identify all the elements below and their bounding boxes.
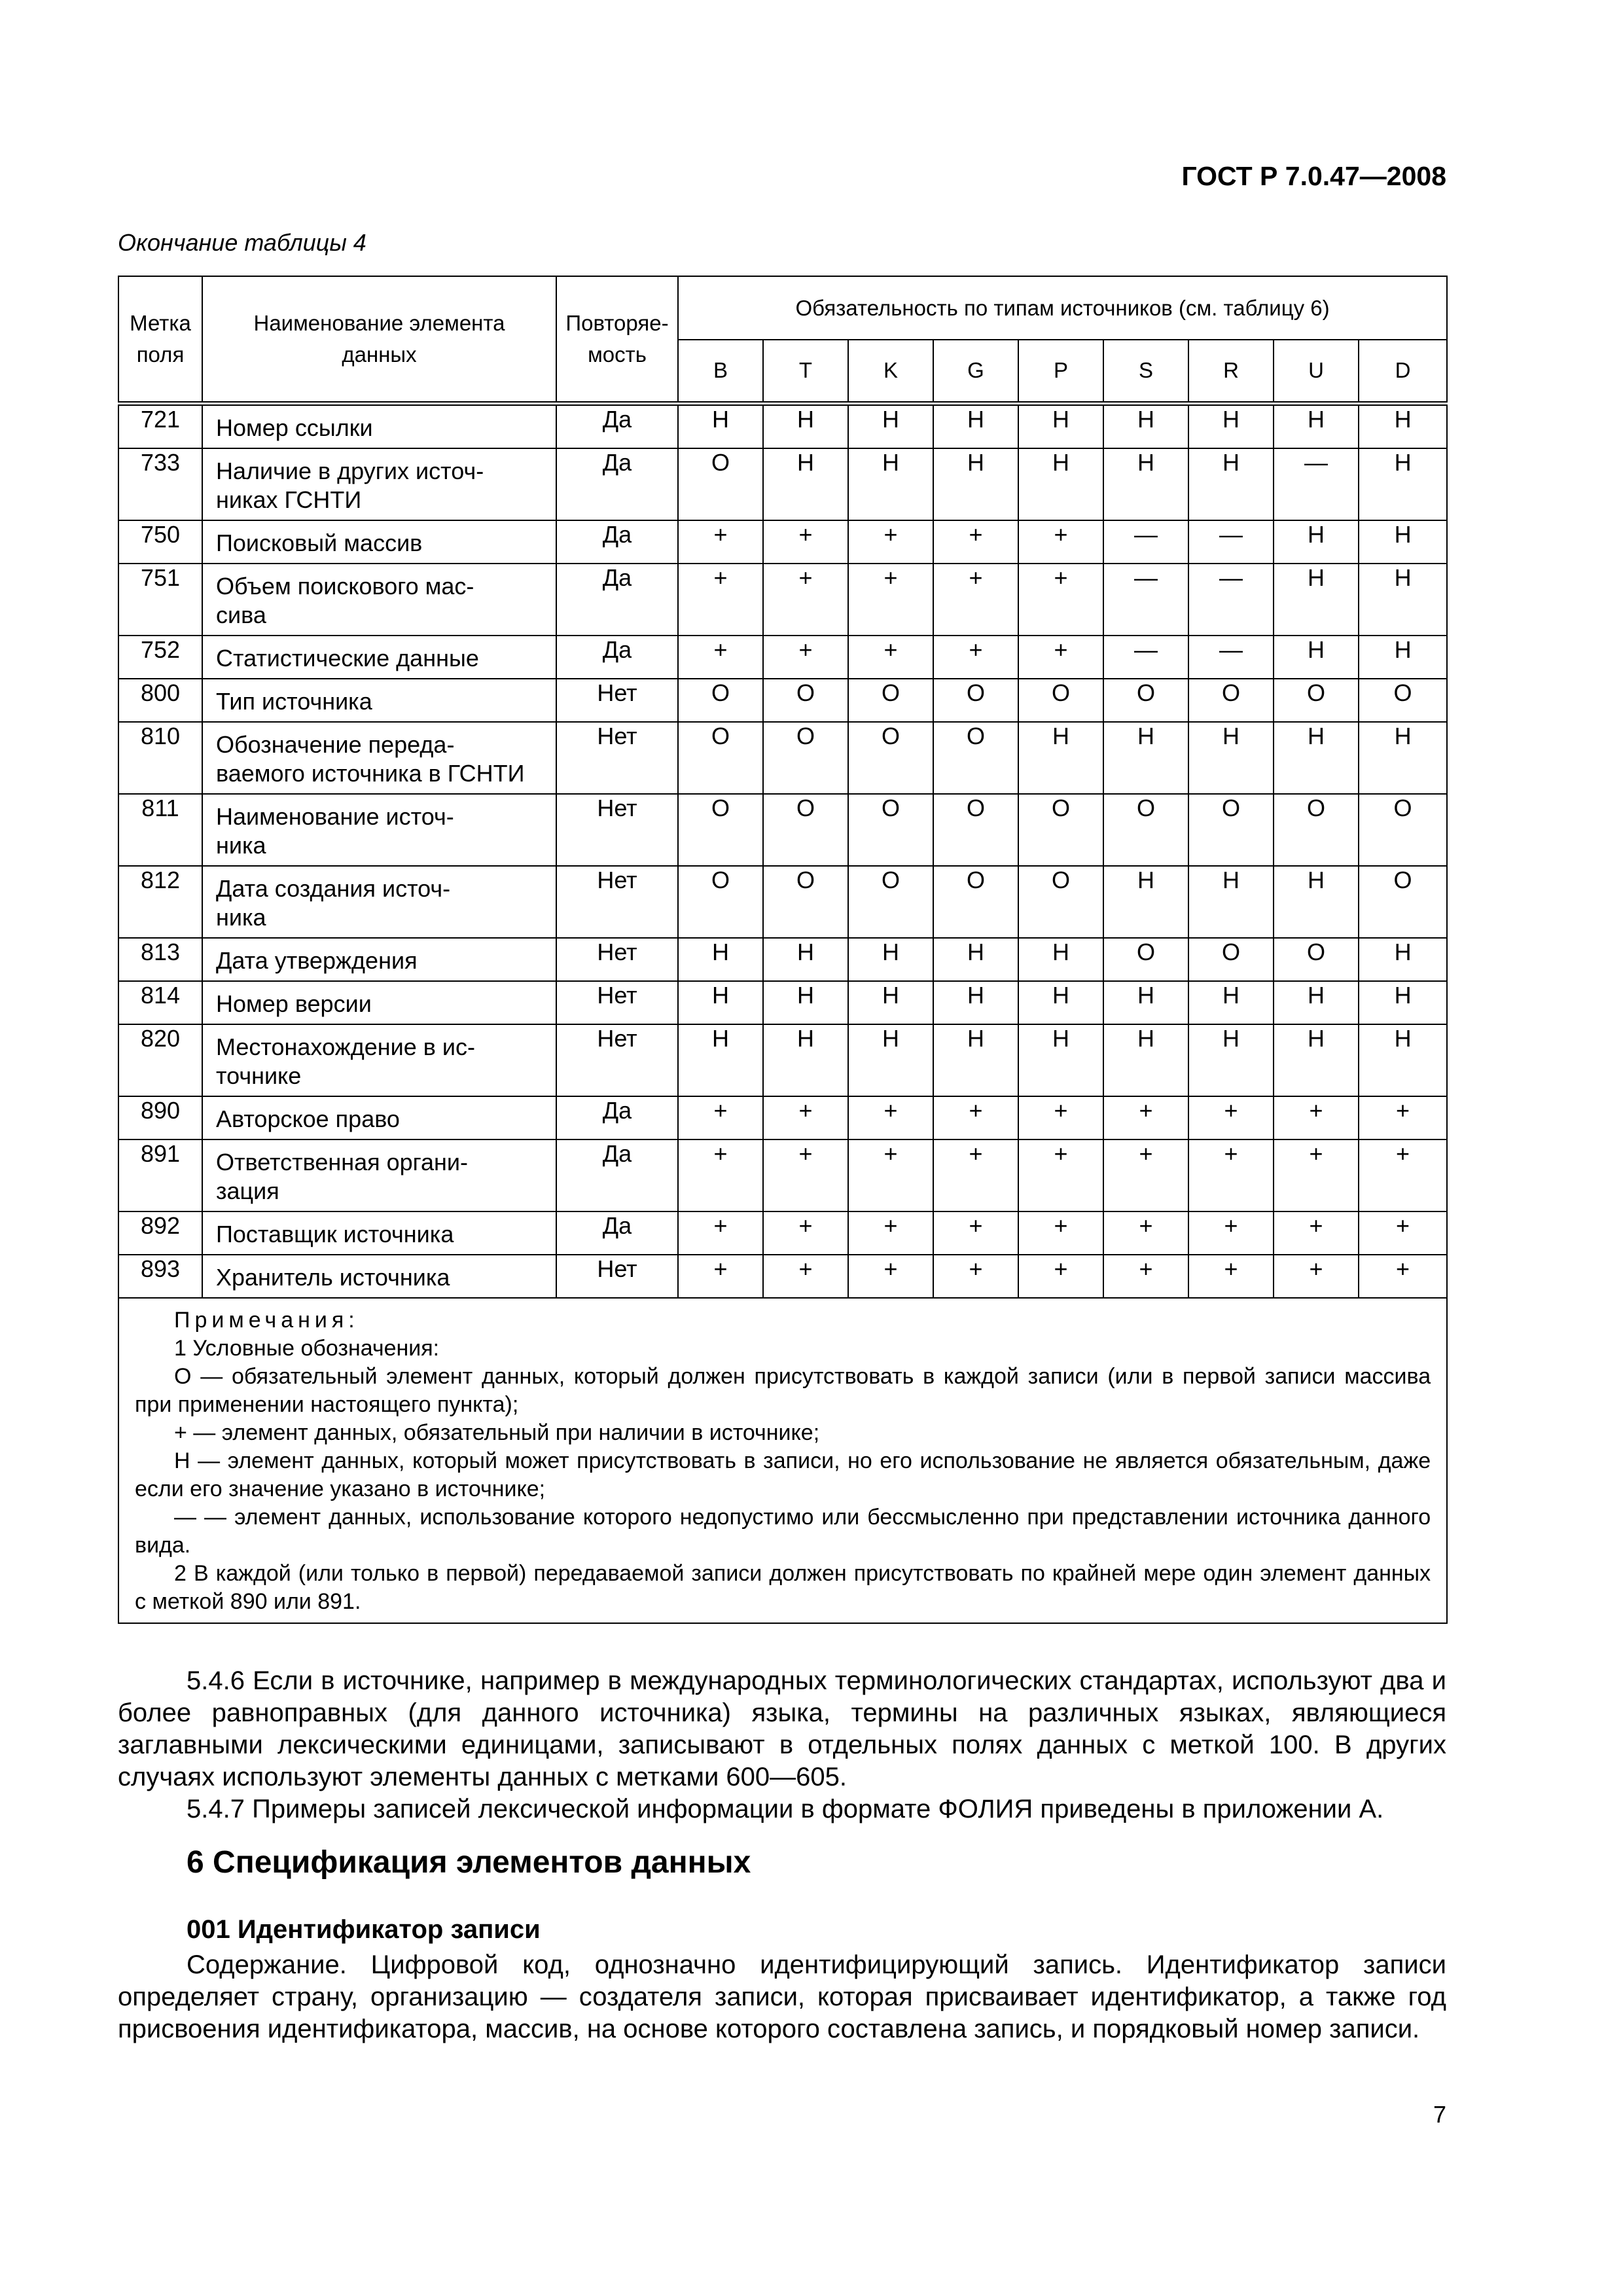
field-tag: 812 bbox=[118, 866, 202, 938]
notes-title: Примечания: bbox=[174, 1307, 359, 1333]
obligation-k: Н bbox=[848, 981, 933, 1024]
obligation-k: Н bbox=[848, 938, 933, 981]
element-name: Наличие в других источ- никах ГСНТИ bbox=[202, 448, 556, 520]
obligation-t: Н bbox=[763, 403, 848, 448]
table-row bbox=[118, 794, 1447, 866]
element-name: Поисковый массив bbox=[202, 520, 556, 564]
obligation-s: — bbox=[1103, 520, 1188, 564]
field-tag: 893 bbox=[118, 1255, 202, 1298]
obligation-u: О bbox=[1274, 938, 1359, 981]
obligation-t: + bbox=[763, 1139, 848, 1211]
field-tag: 750 bbox=[118, 520, 202, 564]
obligation-d: + bbox=[1359, 1211, 1447, 1255]
obligation-b: + bbox=[678, 1096, 763, 1139]
obligation-g: + bbox=[933, 1139, 1018, 1211]
obligation-b: О bbox=[678, 794, 763, 866]
field-tag: 811 bbox=[118, 794, 202, 866]
field-tag: 721 bbox=[118, 403, 202, 448]
obligation-g: Н bbox=[933, 448, 1018, 520]
header-type-r: R bbox=[1188, 340, 1274, 403]
repeatability: Да bbox=[556, 520, 678, 564]
table-row bbox=[118, 938, 1447, 981]
field-tag: 814 bbox=[118, 981, 202, 1024]
repeatability: Да bbox=[556, 636, 678, 679]
header-type-d: D bbox=[1359, 340, 1447, 403]
obligation-d: Н bbox=[1359, 938, 1447, 981]
paragraph-5-4-6: 5.4.6 Если в источнике, например в международных терминологических стандартах, используют два и более равноправных (для данного источника) языка, термины на различных языках, являющиеся заглавными лексическими единицами, записывают в отдельных полях данных с меткой 100. В других случаях используют элементы данных с метками 600—605. bbox=[118, 1666, 1446, 1791]
repeatability: Нет bbox=[556, 938, 678, 981]
table-row bbox=[118, 1096, 1447, 1139]
header-type-s: S bbox=[1103, 340, 1188, 403]
obligation-d: Н bbox=[1359, 448, 1447, 520]
section-6-heading: 6 Спецификация элементов данных bbox=[187, 1845, 751, 1880]
obligation-u: — bbox=[1274, 448, 1359, 520]
obligation-s: Н bbox=[1103, 403, 1188, 448]
obligation-b: Н bbox=[678, 981, 763, 1024]
paragraph-5-4-7: 5.4.7 Примеры записей лексической информации в формате ФОЛИЯ приведены в приложении А. bbox=[187, 1795, 1384, 1823]
header-tag: Метка поля bbox=[118, 276, 202, 403]
obligation-d: Н bbox=[1359, 1024, 1447, 1096]
table-row bbox=[118, 448, 1447, 520]
element-name: Хранитель источника bbox=[202, 1255, 556, 1298]
obligation-t: + bbox=[763, 564, 848, 636]
repeatability: Нет bbox=[556, 794, 678, 866]
obligation-r: Н bbox=[1188, 722, 1274, 794]
obligation-u: О bbox=[1274, 679, 1359, 722]
table-row bbox=[118, 1139, 1447, 1211]
element-name: Поставщик источника bbox=[202, 1211, 556, 1255]
obligation-p: + bbox=[1018, 636, 1103, 679]
obligation-r: + bbox=[1188, 1255, 1274, 1298]
obligation-r: + bbox=[1188, 1139, 1274, 1211]
obligation-u: Н bbox=[1274, 1024, 1359, 1096]
obligation-t: О bbox=[763, 866, 848, 938]
obligation-g: + bbox=[933, 564, 1018, 636]
paragraph-001-content: Содержание. Цифровой код, однозначно идентифицирующий запись. Идентификатор записи определяет страну, организацию — создателя записи, которая присваивает идентификатор, а также год присвоения идентификатора, массив, на основе которого составлена запись, и порядковый номер записи. bbox=[118, 1950, 1446, 2043]
element-name: Авторское право bbox=[202, 1096, 556, 1139]
obligation-d: Н bbox=[1359, 981, 1447, 1024]
obligation-b: О bbox=[678, 866, 763, 938]
note-2: 2 В каждой (или только в первой) передаваемой записи должен присутствовать по крайней мере один элемент данных с меткой 890 или 891. bbox=[135, 1560, 1431, 1614]
obligation-d: Н bbox=[1359, 520, 1447, 564]
obligation-k: + bbox=[848, 1255, 933, 1298]
obligation-b: О bbox=[678, 679, 763, 722]
obligation-g: О bbox=[933, 866, 1018, 938]
obligation-r: Н bbox=[1188, 981, 1274, 1024]
header-type-k: K bbox=[848, 340, 933, 403]
repeatability: Да bbox=[556, 1139, 678, 1211]
obligation-g: О bbox=[933, 679, 1018, 722]
repeatability: Нет bbox=[556, 1255, 678, 1298]
field-tag: 752 bbox=[118, 636, 202, 679]
table-continuation-caption: Окончание таблицы 4 bbox=[118, 229, 366, 256]
repeatability: Да bbox=[556, 448, 678, 520]
obligation-u: Н bbox=[1274, 866, 1359, 938]
element-name: Дата создания источ- ника bbox=[202, 866, 556, 938]
header-type-u: U bbox=[1274, 340, 1359, 403]
obligation-r: О bbox=[1188, 794, 1274, 866]
element-name: Дата утверждения bbox=[202, 938, 556, 981]
header-type-g: G bbox=[933, 340, 1018, 403]
obligation-s: О bbox=[1103, 938, 1188, 981]
obligation-d: Н bbox=[1359, 403, 1447, 448]
note-1-plus: + — элемент данных, обязательный при наличии в источнике; bbox=[174, 1420, 820, 1445]
repeatability: Нет bbox=[556, 981, 678, 1024]
obligation-d: Н bbox=[1359, 636, 1447, 679]
element-name: Номер версии bbox=[202, 981, 556, 1024]
obligation-d: + bbox=[1359, 1096, 1447, 1139]
obligation-t: + bbox=[763, 1255, 848, 1298]
obligation-d: Н bbox=[1359, 722, 1447, 794]
header-repeatability-line2: мость bbox=[588, 342, 647, 367]
obligation-u: + bbox=[1274, 1211, 1359, 1255]
table-row bbox=[118, 636, 1447, 679]
table-row bbox=[118, 981, 1447, 1024]
obligation-g: Н bbox=[933, 938, 1018, 981]
obligation-r: Н bbox=[1188, 403, 1274, 448]
element-name: Статистические данные bbox=[202, 636, 556, 679]
obligation-u: Н bbox=[1274, 636, 1359, 679]
obligation-u: Н bbox=[1274, 403, 1359, 448]
obligation-r: Н bbox=[1188, 866, 1274, 938]
obligation-p: О bbox=[1018, 866, 1103, 938]
obligation-s: О bbox=[1103, 679, 1188, 722]
obligation-u: Н bbox=[1274, 981, 1359, 1024]
obligation-s: Н bbox=[1103, 448, 1188, 520]
element-name: Местонахождение в ис- точнике bbox=[202, 1024, 556, 1096]
header-obligation-group: Обязательность по типам источников (см. таблицу 6) bbox=[678, 276, 1447, 340]
field-tag: 733 bbox=[118, 448, 202, 520]
table-row bbox=[118, 1255, 1447, 1298]
obligation-b: О bbox=[678, 448, 763, 520]
obligation-t: О bbox=[763, 722, 848, 794]
field-001-description bbox=[118, 1949, 1446, 2045]
obligation-k: Н bbox=[848, 1024, 933, 1096]
table-row bbox=[118, 564, 1447, 636]
obligation-p: + bbox=[1018, 520, 1103, 564]
obligation-k: Н bbox=[848, 403, 933, 448]
repeatability: Нет bbox=[556, 722, 678, 794]
standard-designation: ГОСТ Р 7.0.47—2008 bbox=[1181, 161, 1446, 191]
field-tag: 891 bbox=[118, 1139, 202, 1211]
obligation-t: + bbox=[763, 1096, 848, 1139]
obligation-s: + bbox=[1103, 1255, 1188, 1298]
obligation-b: + bbox=[678, 564, 763, 636]
obligation-g: + bbox=[933, 1211, 1018, 1255]
header-type-b: B bbox=[678, 340, 763, 403]
obligation-b: + bbox=[678, 1139, 763, 1211]
element-name: Номер ссылки bbox=[202, 403, 556, 448]
obligation-u: + bbox=[1274, 1255, 1359, 1298]
obligation-s: — bbox=[1103, 564, 1188, 636]
obligation-p: Н bbox=[1018, 981, 1103, 1024]
note-1-optional: Н — элемент данных, который может присутствовать в записи, но его использование не является обязательным, даже если его значение указано в источнике; bbox=[135, 1448, 1431, 1501]
header-repeatability-line1: Повторяе- bbox=[565, 310, 669, 335]
obligation-p: О bbox=[1018, 679, 1103, 722]
obligation-u: + bbox=[1274, 1139, 1359, 1211]
element-name: Наименование источ- ника bbox=[202, 794, 556, 866]
obligation-r: О bbox=[1188, 679, 1274, 722]
obligation-p: Н bbox=[1018, 403, 1103, 448]
table-row bbox=[118, 722, 1447, 794]
table-row bbox=[118, 403, 1447, 448]
obligation-t: + bbox=[763, 520, 848, 564]
obligation-t: О bbox=[763, 679, 848, 722]
obligation-k: + bbox=[848, 564, 933, 636]
repeatability: Да bbox=[556, 403, 678, 448]
obligation-g: + bbox=[933, 520, 1018, 564]
element-name: Объем поискового мас- сива bbox=[202, 564, 556, 636]
obligation-p: + bbox=[1018, 1255, 1103, 1298]
repeatability: Нет bbox=[556, 1024, 678, 1096]
obligation-k: О bbox=[848, 794, 933, 866]
obligation-b: + bbox=[678, 520, 763, 564]
obligation-k: О bbox=[848, 679, 933, 722]
field-tag: 810 bbox=[118, 722, 202, 794]
obligation-t: Н bbox=[763, 981, 848, 1024]
obligation-b: + bbox=[678, 636, 763, 679]
note-1-mandatory: О — обязательный элемент данных, который должен присутствовать в каждой записи (или в первой записи массива при применении настоящего пункта); bbox=[135, 1363, 1431, 1417]
field-tag: 813 bbox=[118, 938, 202, 981]
obligation-r: О bbox=[1188, 938, 1274, 981]
obligation-g: + bbox=[933, 636, 1018, 679]
obligation-s: Н bbox=[1103, 866, 1188, 938]
obligation-u: Н bbox=[1274, 520, 1359, 564]
repeatability: Да bbox=[556, 1211, 678, 1255]
obligation-g: Н bbox=[933, 403, 1018, 448]
obligation-p: Н bbox=[1018, 938, 1103, 981]
table-row bbox=[118, 679, 1447, 722]
obligation-d: + bbox=[1359, 1255, 1447, 1298]
obligation-g: О bbox=[933, 722, 1018, 794]
obligation-t: О bbox=[763, 794, 848, 866]
obligation-b: Н bbox=[678, 938, 763, 981]
obligation-p: + bbox=[1018, 564, 1103, 636]
table-body bbox=[118, 403, 1447, 1298]
obligation-u: Н bbox=[1274, 564, 1359, 636]
note-1-dash: — — элемент данных, использование которого недопустимо или бессмысленно при представлении источника данного вида. bbox=[135, 1504, 1431, 1558]
obligation-s: Н bbox=[1103, 1024, 1188, 1096]
obligation-p: + bbox=[1018, 1211, 1103, 1255]
obligation-s: — bbox=[1103, 636, 1188, 679]
table-row bbox=[118, 866, 1447, 938]
obligation-p: + bbox=[1018, 1139, 1103, 1211]
obligation-g: + bbox=[933, 1255, 1018, 1298]
obligation-s: + bbox=[1103, 1139, 1188, 1211]
obligation-k: + bbox=[848, 1211, 933, 1255]
obligation-p: + bbox=[1018, 1096, 1103, 1139]
note-1-title: 1 Условные обозначения: bbox=[174, 1335, 440, 1361]
obligation-r: — bbox=[1188, 636, 1274, 679]
obligation-k: О bbox=[848, 722, 933, 794]
obligation-b: + bbox=[678, 1211, 763, 1255]
obligation-b: + bbox=[678, 1255, 763, 1298]
table-4 bbox=[118, 276, 1448, 1624]
repeatability: Нет bbox=[556, 679, 678, 722]
obligation-t: Н bbox=[763, 1024, 848, 1096]
obligation-s: + bbox=[1103, 1211, 1188, 1255]
table-row bbox=[118, 520, 1447, 564]
header-name: Наименование элемента данных bbox=[202, 276, 556, 403]
field-tag: 800 bbox=[118, 679, 202, 722]
table-row bbox=[118, 1024, 1447, 1096]
obligation-g: + bbox=[933, 1096, 1018, 1139]
obligation-d: О bbox=[1359, 794, 1447, 866]
obligation-t: + bbox=[763, 1211, 848, 1255]
field-tag: 820 bbox=[118, 1024, 202, 1096]
obligation-t: Н bbox=[763, 448, 848, 520]
obligation-s: Н bbox=[1103, 722, 1188, 794]
obligation-u: Н bbox=[1274, 722, 1359, 794]
obligation-r: Н bbox=[1188, 1024, 1274, 1096]
obligation-b: Н bbox=[678, 403, 763, 448]
obligation-s: О bbox=[1103, 794, 1188, 866]
obligation-s: + bbox=[1103, 1096, 1188, 1139]
obligation-p: Н bbox=[1018, 448, 1103, 520]
obligation-g: Н bbox=[933, 981, 1018, 1024]
obligation-p: Н bbox=[1018, 722, 1103, 794]
obligation-g: Н bbox=[933, 1024, 1018, 1096]
obligation-k: Н bbox=[848, 448, 933, 520]
obligation-u: + bbox=[1274, 1096, 1359, 1139]
repeatability: Да bbox=[556, 1096, 678, 1139]
header-type-t: T bbox=[763, 340, 848, 403]
obligation-d: + bbox=[1359, 1139, 1447, 1211]
repeatability: Нет bbox=[556, 866, 678, 938]
obligation-r: Н bbox=[1188, 448, 1274, 520]
obligation-k: + bbox=[848, 1096, 933, 1139]
obligation-t: + bbox=[763, 636, 848, 679]
obligation-d: О bbox=[1359, 866, 1447, 938]
field-001-heading: 001 Идентификатор записи bbox=[187, 1915, 541, 1944]
table-row bbox=[118, 1211, 1447, 1255]
obligation-r: — bbox=[1188, 520, 1274, 564]
obligation-u: О bbox=[1274, 794, 1359, 866]
obligation-k: + bbox=[848, 1139, 933, 1211]
obligation-p: О bbox=[1018, 794, 1103, 866]
obligation-p: Н bbox=[1018, 1024, 1103, 1096]
header-type-p: P bbox=[1018, 340, 1103, 403]
header-repeatability bbox=[556, 276, 678, 403]
obligation-k: О bbox=[848, 866, 933, 938]
obligation-k: + bbox=[848, 520, 933, 564]
body-text-block bbox=[118, 1665, 1446, 1825]
field-tag: 751 bbox=[118, 564, 202, 636]
element-name: Ответственная органи- зация bbox=[202, 1139, 556, 1211]
repeatability: Да bbox=[556, 564, 678, 636]
obligation-r: + bbox=[1188, 1096, 1274, 1139]
obligation-b: Н bbox=[678, 1024, 763, 1096]
table-notes bbox=[118, 1298, 1447, 1623]
element-name: Обозначение переда- ваемого источника в ГСНТИ bbox=[202, 722, 556, 794]
obligation-d: О bbox=[1359, 679, 1447, 722]
obligation-r: + bbox=[1188, 1211, 1274, 1255]
obligation-s: Н bbox=[1103, 981, 1188, 1024]
obligation-k: + bbox=[848, 636, 933, 679]
field-tag: 892 bbox=[118, 1211, 202, 1255]
obligation-b: О bbox=[678, 722, 763, 794]
obligation-r: — bbox=[1188, 564, 1274, 636]
element-name: Тип источника bbox=[202, 679, 556, 722]
obligation-d: Н bbox=[1359, 564, 1447, 636]
obligation-g: О bbox=[933, 794, 1018, 866]
field-tag: 890 bbox=[118, 1096, 202, 1139]
obligation-t: Н bbox=[763, 938, 848, 981]
page-number: 7 bbox=[1433, 2101, 1446, 2128]
